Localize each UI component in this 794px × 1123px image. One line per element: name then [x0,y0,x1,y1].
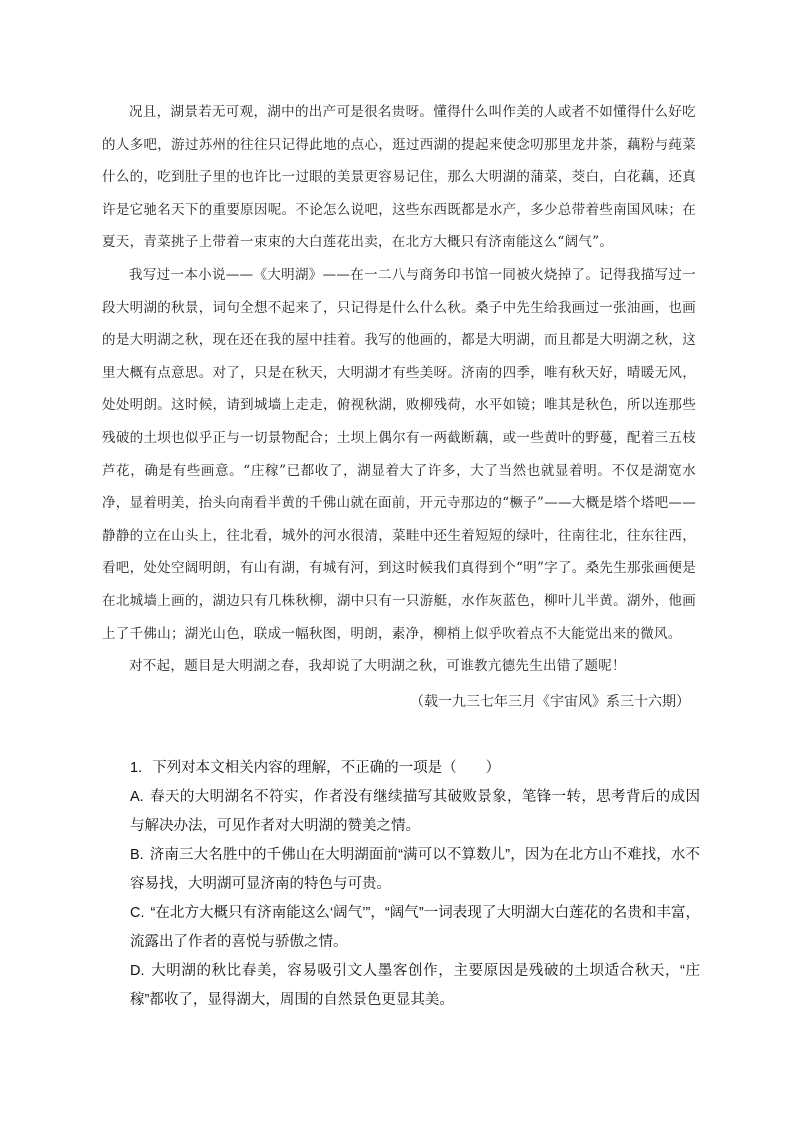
option-text: 济南三大名胜中的千佛山在大明湖面前“满可以不算数儿”，因为在北方山不难找，水不容易找，大明湖可显济南的特色与可贵。 [130,847,700,892]
option-text: 春天的大明湖名不符实，作者没有继续描写其破败景象，笔锋一转，思考背后的成因与解决办法，可见作者对大明湖的赞美之情。 [130,789,700,834]
passage-paragraph: 对不起，题目是大明湖之春，我却说了大明湖之秋，可谁教亢德先生出错了题呢！ [129,658,626,675]
option-c[interactable] [130,899,700,957]
question-text: 下列对本文相关内容的理解，不正确的一项是（ ） [152,760,501,776]
passage [102,96,696,683]
option-a[interactable] [130,783,700,841]
option-letter: A. [130,789,144,805]
question-block [130,754,700,1015]
option-letter: B. [130,847,144,863]
option-d[interactable] [130,957,700,1015]
option-b[interactable] [130,841,700,899]
option-text: “在北方大概只有济南能这么‘阔气’”，“阔气”一词表现了大明湖大白莲花的名贵和丰富，流露出了作者的喜悦与骄傲之情。 [130,905,700,950]
option-letter: C. [130,905,145,921]
question-stem [130,754,700,783]
passage-paragraph: 我写过一本小说——《大明湖》——在一二八与商务印书馆一同被火烧掉了。记得我描写过一段大明湖的秋景，词句全想不起来了，只记得是什么什么秋。桑子中先生给我画过一张油画，也画的是大明湖之秋，现在还在我的屋中挂着。我写的他画的，都是大明湖，而且都是大明湖之秋，这里大概有点意思。对了，只是在秋天，大明湖才有些美呀。济南的四季，唯有秋天好，晴暖无风，处处明朗。这时候，请到城墙上走走，俯视秋湖，败柳残荷，水平如镜；唯其是秋色，所以连那些残破的土坝也似乎正与一切景物配合；土坝上偶尔有一两截断藕，或一些黄叶的野蔓，配着三五枝芦花，确是有些画意。“庄稼”已都收了，湖显着大了许多，大了当然也就显着明。不仅是湖宽水净，显着明美，抬头向南看半黄的千佛山就在面前，开元寺那边的“橛子”——大概是塔个塔吧——静静的立在山头上，往北看，城外的河水很清，菜畦中还生着短短的绿叶，往南往北，往东往西，看吧，处处空阔明朗，有山有湖，有城有河，到这时候我们真得到个“明”字了。桑先生那张画便是在北城墙上画的，湖边只有几株秋柳，湖中只有一只游艇，水作灰蓝色，柳叶儿半黄。湖外，他画上了千佛山；湖光山色，联成一幅秋图，明朗，素净，柳梢上似乎吹着点不大能觉出来的微风。 [102,266,697,642]
passage-paragraph: 况且，湖景若无可观，湖中的出产可是很名贵呀。懂得什么叫作美的人或者不如懂得什么好吃的人多吧，游过苏州的往往只记得此地的点心，逛过西湖的提起来使念叨那里龙井茶，藕粉与莼菜什么的，吃到肚子里的也许比一过眼的美景更容易记住，那么大明湖的蒲菜，茭白，白花藕，还真许是它驰名天下的重要原因呢。不论怎么说吧，这些东西既都是水产，多少总带着些南国风味；在夏天，青菜挑子上带着一束束的大白莲花出卖，在北方大概只有济南能这么“阔气”。 [102,104,696,251]
question-number: 1. [130,760,143,776]
source-citation: （载一九三七年三月《宇宙风》系三十六期） [410,693,690,709]
option-letter: D. [130,963,145,979]
option-text: 大明湖的秋比春美，容易吸引文人墨客创作，主要原因是残破的土坝适合秋天，“庄稼”都收了，显得湖大，周围的自然景色更显其美。 [130,963,700,1008]
